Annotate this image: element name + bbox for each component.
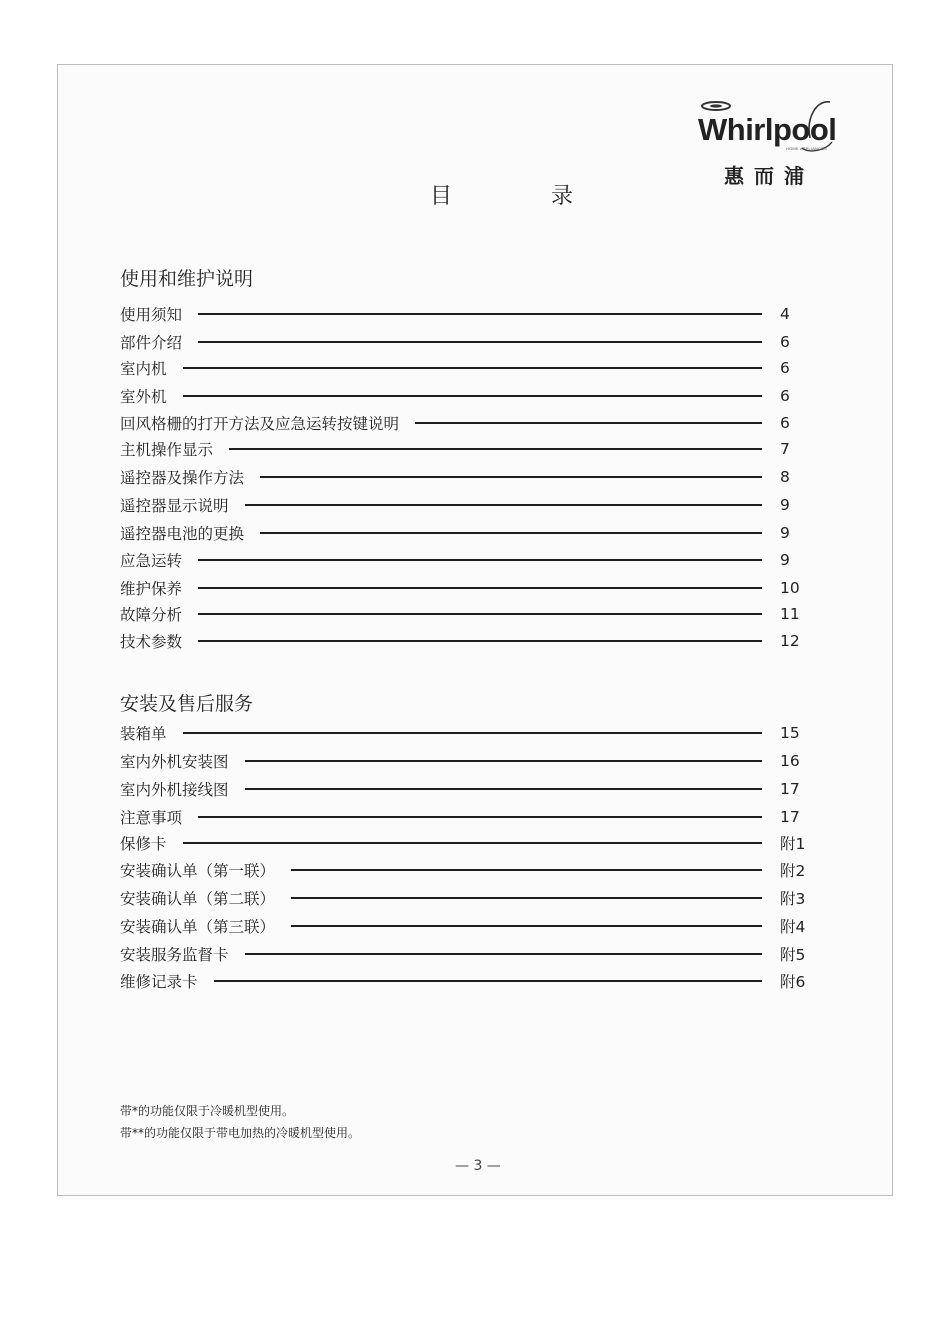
toc-leader-line [260, 476, 762, 478]
toc-leader-line [291, 925, 762, 927]
toc-entry-label: 室外机 [120, 388, 167, 406]
toc-entry-label: 遥控器及操作方法 [120, 469, 245, 487]
toc-leader-line [291, 897, 762, 899]
section-heading-install-service: 安装及售后服务 [120, 693, 254, 715]
toc-entry-label: 遥控器电池的更换 [120, 525, 245, 543]
toc-leader-line [183, 395, 762, 397]
toc-entry-page: 11 [780, 605, 800, 623]
toc-entry-label: 部件介绍 [120, 334, 183, 352]
toc-entry-page: 17 [780, 780, 800, 798]
toc-leader-line [183, 367, 762, 369]
toc-entry-label: 注意事项 [120, 809, 183, 827]
toc-entry[interactable] [120, 521, 810, 545]
toc-entry-label: 技术参数 [120, 633, 183, 651]
logo-wordmark: Whirlpool [698, 112, 837, 147]
toc-entry-page: 15 [780, 724, 800, 742]
toc-entry-label: 安装服务监督卡 [120, 946, 229, 964]
toc-entry[interactable] [120, 886, 810, 910]
toc-entry-label: 安装确认单（第二联） [120, 890, 276, 908]
toc-entry[interactable] [120, 356, 810, 380]
toc-entry[interactable] [120, 576, 810, 600]
toc-leader-line [198, 816, 762, 818]
toc-leader-line [183, 732, 762, 734]
toc-entry-page: 附3 [780, 890, 806, 908]
toc-entry-page: 附1 [780, 835, 806, 853]
toc-entry-page: 16 [780, 752, 800, 770]
toc-entry-page: 12 [780, 632, 800, 650]
toc-entry-page: 10 [780, 579, 800, 597]
toc-entry[interactable] [120, 805, 810, 829]
toc-entry-page: 4 [780, 305, 790, 323]
toc-entry[interactable] [120, 749, 810, 773]
toc-entry-label: 应急运转 [120, 552, 183, 570]
toc-entry-label: 安装确认单（第一联） [120, 862, 276, 880]
toc-entry[interactable] [120, 330, 810, 354]
page-title: 目 录 [430, 184, 619, 209]
toc-entry-page: 7 [780, 440, 790, 458]
toc-leader-line [245, 504, 762, 506]
toc-leader-line [198, 341, 762, 343]
toc-entry-label: 维护保养 [120, 580, 183, 598]
toc-entry-page: 6 [780, 359, 790, 377]
toc-entry-label: 装箱单 [120, 725, 167, 743]
whirlpool-logo [698, 98, 843, 190]
toc-entry-label: 故障分析 [120, 606, 183, 624]
toc-entry-page: 附5 [780, 946, 806, 964]
footnote: 带**的功能仅限于带电加热的冷暖机型使用。 [120, 1126, 361, 1140]
toc-entry[interactable] [120, 302, 810, 326]
toc-entry[interactable] [120, 914, 810, 938]
toc-entry[interactable] [120, 777, 810, 801]
toc-entry[interactable] [120, 465, 810, 489]
toc-entry-label: 遥控器显示说明 [120, 497, 229, 515]
toc-leader-line [183, 842, 762, 844]
toc-entry-page: 附4 [780, 918, 806, 936]
toc-entry-page: 9 [780, 496, 790, 514]
section-heading-use-maintenance: 使用和维护说明 [120, 268, 254, 290]
toc-leader-line [229, 448, 762, 450]
toc-entry-label: 维修记录卡 [120, 973, 198, 991]
toc-leader-line [198, 587, 762, 589]
toc-entry[interactable] [120, 721, 810, 745]
toc-entry-page: 6 [780, 414, 790, 432]
logo-chinese-name: 惠而浦 [724, 164, 814, 188]
toc-leader-line [214, 980, 762, 982]
toc-entry-page: 附2 [780, 862, 806, 880]
toc-leader-line [198, 559, 762, 561]
toc-leader-line [198, 613, 762, 615]
toc-entry-label: 室内机 [120, 360, 167, 378]
toc-entry[interactable] [120, 858, 810, 882]
toc-entry-page: 6 [780, 333, 790, 351]
toc-entry[interactable] [120, 548, 810, 572]
toc-entry[interactable] [120, 629, 810, 653]
toc-entry-page: 附6 [780, 973, 806, 991]
toc-entry[interactable] [120, 602, 810, 626]
toc-leader-line [245, 953, 762, 955]
toc-leader-line [415, 422, 762, 424]
toc-entry[interactable] [120, 493, 810, 517]
toc-entry-label: 回风格栅的打开方法及应急运转按键说明 [120, 415, 400, 433]
toc-leader-line [291, 869, 762, 871]
toc-entry[interactable] [120, 969, 810, 993]
toc-entry-page: 17 [780, 808, 800, 826]
footnote: 带*的功能仅限于冷暖机型使用。 [120, 1104, 295, 1118]
toc-entry-label: 使用须知 [120, 306, 183, 324]
toc-entry[interactable] [120, 437, 810, 461]
toc-entry-label: 主机操作显示 [120, 441, 214, 459]
toc-entry-page: 9 [780, 551, 790, 569]
toc-entry-page: 9 [780, 524, 790, 542]
toc-entry[interactable] [120, 384, 810, 408]
toc-entry-page: 8 [780, 468, 790, 486]
logo-subtext: HOME APPLIANCES [786, 146, 828, 151]
toc-entry-label: 室内外机安装图 [120, 753, 229, 771]
toc-entry[interactable] [120, 831, 810, 855]
toc-entry-label: 安装确认单（第三联） [120, 918, 276, 936]
toc-entry-label: 保修卡 [120, 835, 167, 853]
page-number: — 3 — [455, 1158, 501, 1174]
toc-leader-line [198, 640, 762, 642]
toc-leader-line [198, 313, 762, 315]
toc-leader-line [245, 760, 762, 762]
toc-leader-line [245, 788, 762, 790]
toc-leader-line [260, 532, 762, 534]
toc-entry-label: 室内外机接线图 [120, 781, 229, 799]
toc-entry[interactable] [120, 942, 810, 966]
toc-entry-page: 6 [780, 387, 790, 405]
toc-entry[interactable] [120, 411, 810, 435]
